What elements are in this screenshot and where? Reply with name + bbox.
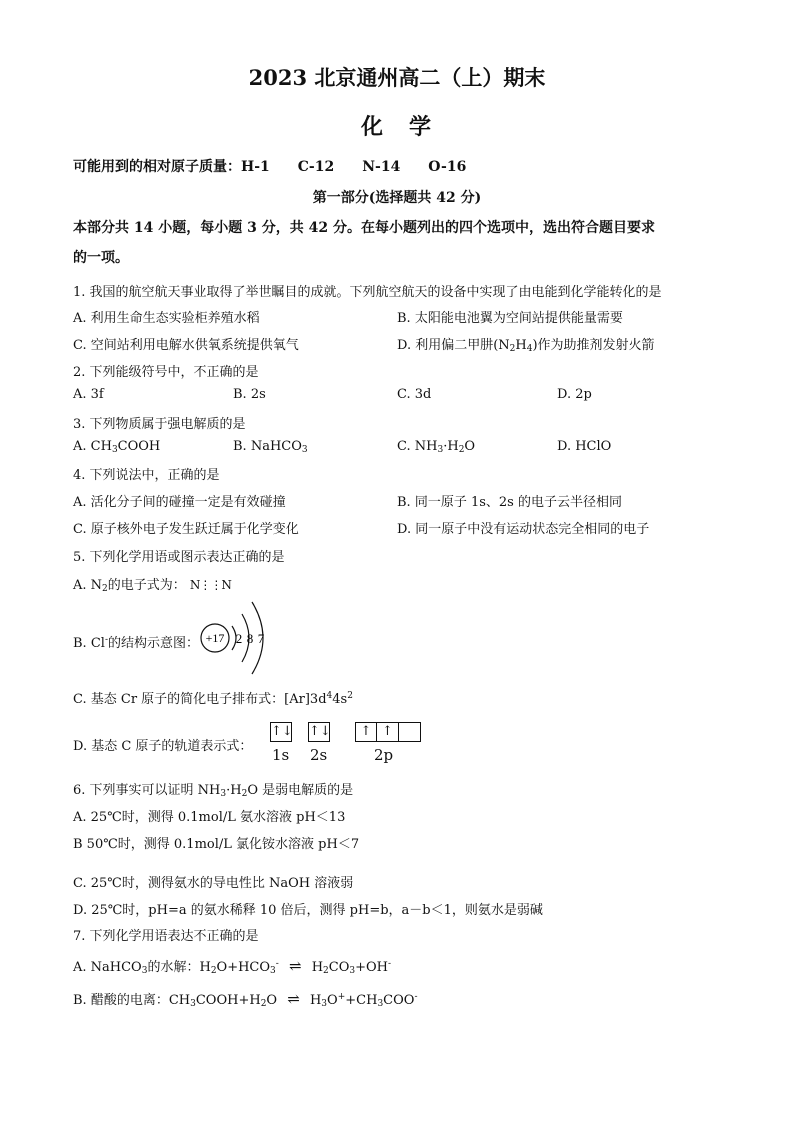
q1-option-a: A. 利用生命生态实验柜养殖水稻 <box>73 311 260 326</box>
orbital-label-2s: 2s <box>310 746 328 764</box>
orbital-2p-cell-1: ↑ <box>355 722 377 742</box>
q6-stem: 6. 下列事实可以证明 $NH_3\cdot H_2O$ 是弱电解质的是 <box>73 783 354 799</box>
q4-option-c: C. 原子核外电子发生跃迁属于化学变化 <box>73 522 299 537</box>
orbital-2p-box <box>355 721 421 742</box>
q6-option-c: C. 25℃时，测得氨水的导电性比 NaOH 溶液弱 <box>73 876 354 891</box>
cl-ion-structure-diagram <box>198 596 270 680</box>
section-instruction-2: 的一项。 <box>73 250 129 266</box>
q6-option-d: D. 25℃时，pH=a 的氨水稀释 10 倍后，测得 pH=b，a－b＜1，则氨水是弱碱 <box>73 903 543 918</box>
shell-count-3: 7 <box>257 631 265 646</box>
orbital-2s-box <box>308 721 330 742</box>
q3-option-d: D. HClO <box>557 439 612 454</box>
shell-count-1: 2 <box>235 631 243 646</box>
q3-option-c: C. $NH_3\cdot H_2O$ <box>397 439 476 455</box>
q6-option-b: B 50℃时，测得 0.1mol/L 氯化铵水溶液 pH＜7 <box>73 837 360 852</box>
q4-option-d: D. 同一原子中没有运动状态完全相同的电子 <box>397 522 650 537</box>
q2-option-a: A. 3f <box>73 387 104 402</box>
orbital-2p-cell-3 <box>399 722 421 742</box>
q7-option-b: B. 醋酸的电离：$CH_3COOH+H_2O$ ⇌ $H_3O^++CH_3COO^-$ <box>73 990 418 1009</box>
q1-option-c: C. 空间站利用电解水供氧系统提供氧气 <box>73 338 299 353</box>
q2-stem: 2. 下列能级符号中，不正确的是 <box>73 365 259 380</box>
q2-option-b: B. 2s <box>233 387 266 402</box>
orbital-1s-box <box>270 721 292 742</box>
n2-electron-formula: N⋮⋮N <box>189 578 231 592</box>
q5-option-a: A. $N_2$的电子式为： N⋮⋮N <box>73 578 231 594</box>
q6-option-a: A. 25℃时，测得 0.1mol/L 氨水溶液 pH＜13 <box>73 810 346 825</box>
orbital-label-2p: 2p <box>374 746 394 764</box>
q1-option-d: D. 利用偏二甲肼$(N_2H_4)$作为助推剂发射火箭 <box>397 338 655 354</box>
section-title: 第一部分(选择题共 42 分) <box>312 190 482 206</box>
atomic-masses: 可能用到的相对原子质量：H-1 C-12 N-14 O-16 <box>73 159 467 175</box>
q5-option-b: B. Cl-的结构示意图： <box>73 635 199 651</box>
orbital-2s-cell: ↑↓ <box>308 722 330 742</box>
page-title: 2023 北京通州高二（上）期末 <box>248 65 546 90</box>
q3-option-a: A. $CH_3COOH$ <box>73 439 161 455</box>
orbital-1s-cell: ↑↓ <box>270 722 292 742</box>
q4-option-b: B. 同一原子 1s、2s 的电子云半径相同 <box>397 495 622 510</box>
orbital-2p-cell-2: ↑ <box>377 722 399 742</box>
q7-option-a: A. NaHCO$_3$的水解：$H_2O+HCO_3^-$ ⇌ $H_2CO_3+OH^-$ <box>73 957 392 976</box>
q2-option-d: D. 2p <box>557 387 592 402</box>
q2-option-c: C. 3d <box>397 387 432 402</box>
q5-option-d: D. 基态 C 原子的轨道表示式： <box>73 739 253 754</box>
shell-count-2: 8 <box>246 631 254 646</box>
q1-option-b: B. 太阳能电池翼为空间站提供能量需要 <box>397 311 623 326</box>
q4-stem: 4. 下列说法中，正确的是 <box>73 468 220 483</box>
section-instruction-1: 本部分共 14 小题，每小题 3 分，共 42 分。在每小题列出的四个选项中，选出符合题目要求 <box>73 220 655 236</box>
q5-option-c: C. 基态 Cr 原子的简化电子排布式：$[Ar]3d^44s^2$ <box>73 691 353 707</box>
q3-stem: 3. 下列物质属于强电解质的是 <box>73 417 246 432</box>
q4-option-a: A. 活化分子间的碰撞一定是有效碰撞 <box>73 495 286 510</box>
nucleus-charge: +17 <box>205 631 225 645</box>
q1-stem: 1. 我国的航空航天事业取得了举世瞩目的成就。下列航空航天的设备中实现了由电能到化学能转化的是 <box>73 285 662 300</box>
q3-option-b: B. NaHCO$_3$ <box>233 439 308 455</box>
equilibrium-arrow-icon: ⇌ <box>288 957 302 975</box>
q7-stem: 7. 下列化学用语表达不正确的是 <box>73 929 259 944</box>
orbital-label-1s: 1s <box>272 746 290 764</box>
subject-title: 化 学 <box>360 114 433 140</box>
q5-stem: 5. 下列化学用语或图示表达正确的是 <box>73 550 285 565</box>
equilibrium-arrow-icon: ⇌ <box>287 990 300 1008</box>
